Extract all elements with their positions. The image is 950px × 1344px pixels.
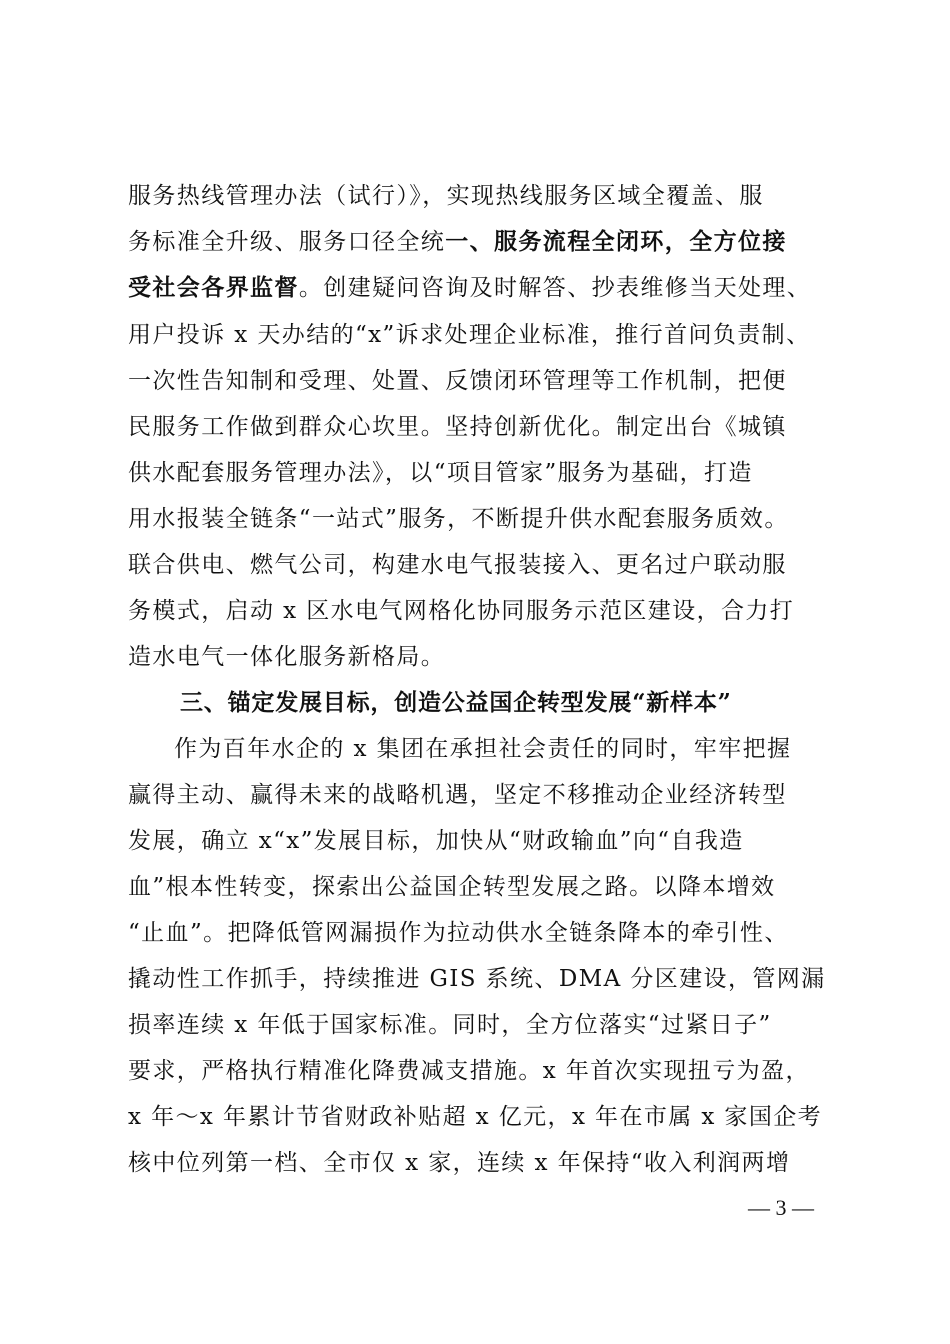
text-line-3 (128, 273, 811, 303)
line-text: 民服务工作做到群众心坎里。坚持创新优化。制定出台《城镇 (128, 414, 787, 440)
line-text: 造水电气一体化服务新格局。 (128, 644, 446, 670)
line-text: 损率连续 x 年低于国家标准。同时，全方位落实“过紧日子” (128, 1012, 772, 1038)
section-heading-3 (180, 688, 732, 718)
text-line-16 (128, 872, 776, 902)
text-line-6 (128, 412, 787, 442)
text-line-4 (128, 320, 810, 350)
bold-text: 受社会各界监督 (128, 274, 299, 301)
line-text: 血”根本性转变，探索出公益国企转型发展之路。以降本增效 (128, 874, 776, 900)
text-line-20 (128, 1056, 810, 1086)
line-text: 务标准全升级、服务口径全统 (128, 229, 446, 255)
line-text: 用水报装全链条“一站式”服务，不断提升供水配套服务质效。 (128, 506, 789, 532)
text-line-14 (128, 780, 787, 810)
line-text: 服务热线管理办法（试行）》，实现热线服务区域全覆盖、服 (128, 183, 764, 209)
text-line-15 (128, 826, 744, 856)
text-line-5 (128, 366, 787, 396)
text-line-18 (128, 964, 826, 994)
text-line-22 (128, 1148, 790, 1178)
line-text: 。创建疑问咨询及时解答、抄表维修当天处理、 (298, 275, 812, 301)
text-line-1 (128, 181, 764, 211)
line-text: “止血”。把降低管网漏损作为拉动供水全链条降本的牵引性、 (128, 920, 789, 946)
text-line-19 (128, 1010, 772, 1040)
text-line-8 (128, 504, 789, 534)
line-text: 供水配套服务管理办法》，以“项目管家”服务为基础，打造 (128, 460, 753, 486)
line-text: 作为百年水企的 x 集团在承担社会责任的同时，牢牢把握 (174, 736, 792, 762)
text-line-13 (174, 734, 791, 764)
text-line-21 (128, 1102, 822, 1132)
line-text: 一次性告知制和受理、处置、反馈闭环管理等工作机制，把便 (128, 368, 787, 394)
bold-text: 一、服务流程全闭环，全方位接 (445, 228, 787, 255)
text-line-11 (128, 642, 445, 672)
page-number: — 3 — (748, 1195, 814, 1220)
text-line-7 (128, 458, 753, 488)
text-line-10 (128, 596, 794, 626)
text-line-9 (128, 550, 787, 580)
line-text: 赢得主动、赢得未来的战略机遇，坚定不移推动企业经济转型 (128, 782, 787, 808)
text-line-17 (128, 918, 789, 948)
line-text: 撬动性工作抓手，持续推进 GIS 系统、DMA 分区建设，管网漏 (128, 966, 826, 992)
line-text: 务模式，启动 x 区水电气网格化协同服务示范区建设，合力打 (128, 598, 795, 624)
line-text: 发展，确立 x“x”发展目标，加快从“财政输血”向“自我造 (128, 828, 744, 854)
line-text: x 年～x 年累计节省财政补贴超 x 亿元，x 年在市属 x 家国企考 (128, 1104, 823, 1130)
text-line-2 (128, 227, 787, 257)
line-text: 用户投诉 x 天办结的“x”诉求处理企业标准，推行首问负责制、 (128, 322, 811, 348)
heading-text: 三、锚定发展目标，创造公益国企转型发展“新样本” (180, 689, 732, 716)
line-text: 核中位列第一档、全市仅 x 家，连续 x 年保持“收入利润两增 (128, 1150, 791, 1176)
line-text: 要求，严格执行精准化降费减支措施。x 年首次实现扭亏为盈， (128, 1058, 810, 1084)
line-text: 联合供电、燃气公司，构建水电气报装接入、更名过户联动服 (128, 552, 787, 578)
